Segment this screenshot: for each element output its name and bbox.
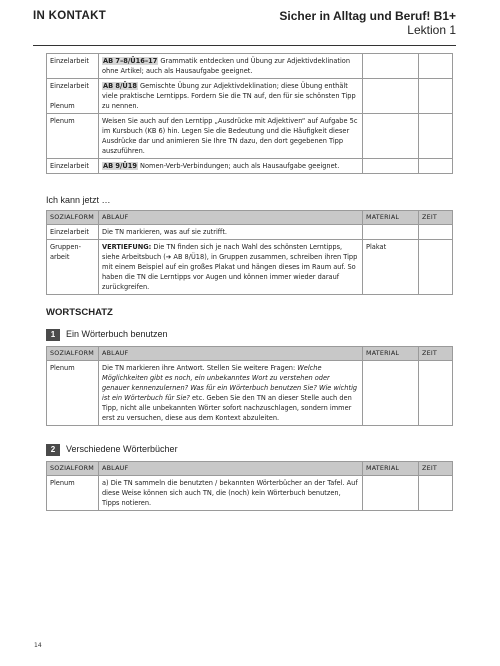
zeit-cell [419,79,453,114]
header-zeit: ZEIT [419,347,453,361]
sozialform-cell: Einzelarbeit [47,54,99,79]
ich-kann-jetzt-table [46,210,453,295]
table-row [47,159,453,174]
subsection-title: Verschiedene Wörterbücher [66,444,178,454]
vertiefung-label: VERTIEFUNG: [102,243,152,251]
subsection-number: 1 [46,329,60,341]
header-sozialform: SOZIALFORM [47,462,99,476]
ablauf-cell: a) Die TN sammeln die benutzten / bekannten Wörterbücher an der Tafel. Auf diese Weise können sich auch TN, die (noch) kein Wörterbuch benutzen, Tipps notieren. [99,476,363,511]
zeit-cell [419,476,453,511]
header-sozialform: SOZIALFORM [47,347,99,361]
header-ablauf: ABLAUF [99,462,363,476]
ablauf-cell: Weisen Sie auch auf den Lerntipp „Ausdrücke mit Adjektiven“ auf Aufgabe 5c im Kursbuch (KB 6) hin. Legen Sie die Bedeutung und die Häufigkeit dieser Ausdrücke dar und animieren Sie Ihre TN dazu, den dort gegebenen Tipp auszuführen. [99,114,363,159]
header-material: MATERIAL [363,347,419,361]
table-row [47,361,453,426]
lesson-label: Lektion 1 [407,23,456,37]
woerterbuch-benutzen-table [46,346,453,426]
header-sozialform: SOZIALFORM [47,211,99,225]
subsection-1-heading [46,329,168,341]
zeit-cell [419,159,453,174]
material-cell [363,361,419,426]
subsection-2-heading [46,444,178,456]
wortschatz-heading: WORTSCHATZ [46,307,113,318]
ablauf-cell: VERTIEFUNG: Die TN finden sich je nach Wahl des schönsten Lerntipps, siehe Arbeitsbuch (➔ AB 8/Ü18), in Gruppen zusammen, schreiben ihren Tipp mit einem Beispiel auf ein großes Plakat und hängen dieses im Raum auf. So haben die TN die Lerntipps vor Augen und können immer wieder darauf zurückgreifen. [99,240,363,295]
material-cell: Plakat [363,240,419,295]
section-header: IN KONTAKT [33,10,107,22]
subsection-title: Ein Wörterbuch benutzen [66,329,168,339]
ich-kann-jetzt-heading: Ich kann jetzt … [46,195,111,205]
header-zeit: ZEIT [419,211,453,225]
sozialform-cell: Gruppen- arbeit [47,240,99,295]
table-row [47,476,453,511]
material-cell [363,159,419,174]
verschiedene-woerterbuecher-table [46,461,453,511]
page-number: 14 [34,642,42,649]
header-material: MATERIAL [363,211,419,225]
material-cell [363,225,419,240]
material-cell [363,114,419,159]
book-title: Sicher in Alltag und Beruf! B1+ [279,9,456,23]
book-title-block [279,9,456,38]
sozialform-cell: Plenum [47,114,99,159]
sozialform-cell: Plenum [47,476,99,511]
header-zeit: ZEIT [419,462,453,476]
table-header-row [47,211,453,225]
header-material: MATERIAL [363,462,419,476]
table-row [47,79,453,114]
table-row [47,240,453,295]
header-ablauf: ABLAUF [99,211,363,225]
material-cell [363,54,419,79]
table-row [47,114,453,159]
ablauf-cell: AB 7–8/Ü16–17 Grammatik entdecken und Übung zur Adjektivdeklination ohne Artikel; auch als Hausaufgabe geeignet. [99,54,363,79]
table-header-row [47,347,453,361]
zeit-cell [419,361,453,426]
sozialform-cell: Einzelarbeit [47,225,99,240]
header-divider [33,45,456,46]
table-header-row [47,462,453,476]
table-row [47,225,453,240]
material-cell [363,79,419,114]
zeit-cell [419,240,453,295]
ablauf-cell: AB 9/Ü19 Nomen-Verb-Verbindungen; auch als Hausaufgabe geeignet. [99,159,363,174]
ab-reference: AB 8/Ü18 [103,82,137,90]
material-cell [363,476,419,511]
zeit-cell [419,114,453,159]
sozialform-cell: Einzelarbeit [47,159,99,174]
ab-reference: AB 7–8/Ü16–17 [103,57,158,65]
ablauf-cell: Die TN markieren, was auf sie zutrifft. [99,225,363,240]
table-row [47,54,453,79]
ablauf-cell: AB 8/Ü18 Gemischte Übung zur Adjektivdeklination; diese Übung enthält viele praktische Lerntipps. Fordern Sie die TN auf, den für sie schönsten Tipp zu nennen. [99,79,363,114]
header-ablauf: ABLAUF [99,347,363,361]
zeit-cell [419,54,453,79]
activity-table-top [46,53,453,174]
sozialform-cell: Plenum [47,361,99,426]
ablauf-cell: Die TN markieren ihre Antwort. Stellen Sie weitere Fragen: Welche Möglichkeiten gibt es noch, ein unbekanntes Wort zu verstehen oder genauer kennenzulernen? Was für ein Wörterbuch benutzen Sie? Wie wichtig ist ein Wörterbuch für Sie? etc. Geben Sie den TN an dieser Stelle auch den Tipp, nicht alle unbekannten Wörter sofort nachzuschlagen, sondern immer erst zu versuchen, diese aus dem Kontext abzuleiten. [99,361,363,426]
zeit-cell [419,225,453,240]
sozialform-cell: Einzelarbeit Plenum [47,79,99,114]
subsection-number: 2 [46,444,60,456]
ab-reference: AB 9/Ü19 [103,162,137,170]
